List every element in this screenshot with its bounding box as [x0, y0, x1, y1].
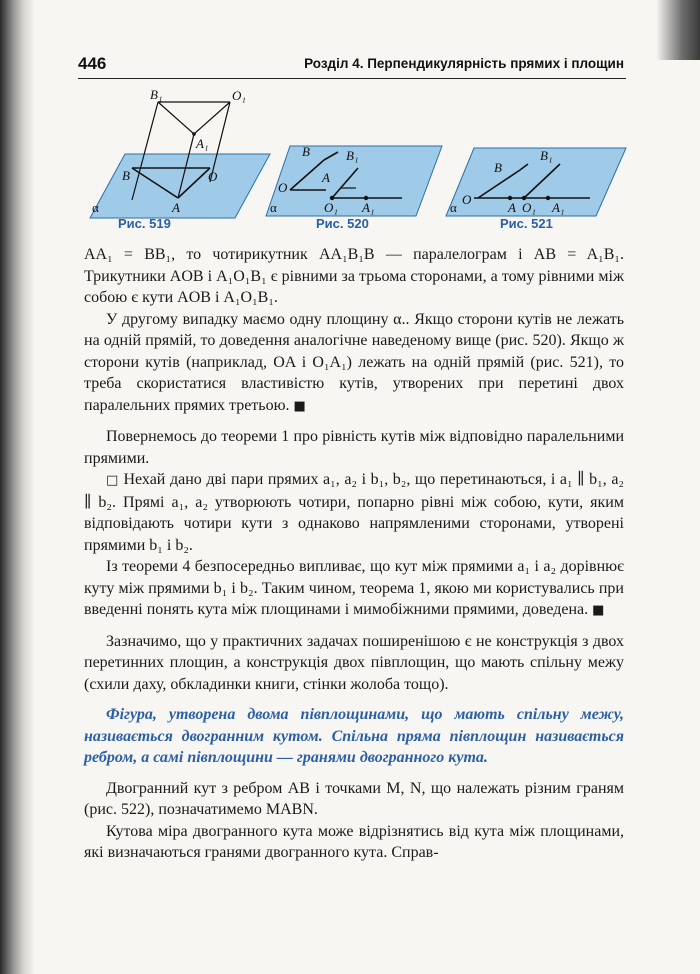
label-b-520: B	[302, 144, 310, 159]
label-o1-521: O₁	[522, 200, 536, 215]
paragraph-6: Зазначимо, що у практичних задачах поширенішою є не конструкція з двох перетинних площин, а конструкція двох півплощин, що мають спільну межу (схили даху, обкладинки книги, стінки жолоба тощо).	[84, 632, 624, 693]
label-o1-520: O₁	[324, 200, 338, 215]
label-a1-520: A₁	[362, 200, 375, 215]
paragraph-5: Із теореми 4 безпосередньо випливає, що кут між прямими a₁ і a₂ дорівнює куту між прямими b₁ і b₂. Таким чином, теорема 1, якою ми користувались при введенні понять кута між площинами і мимобіжними прямими, доведена. ■	[84, 558, 624, 618]
label-o1-519: O₁	[232, 88, 246, 103]
label-a1-519: A₁	[196, 136, 209, 151]
start-of-proof-mark: □	[106, 473, 119, 488]
page-header	[78, 54, 626, 79]
caption-520: Рис. 520	[316, 216, 369, 231]
caption-521: Рис. 521	[500, 216, 553, 231]
label-b-521: B	[494, 160, 502, 175]
body-text	[84, 244, 624, 864]
end-of-proof-mark: ■	[293, 398, 306, 414]
label-b1-520: B₁	[346, 148, 359, 163]
label-alpha-520: α	[270, 200, 277, 215]
end-of-proof-mark-2: ■	[592, 603, 605, 618]
label-alpha-521: α	[450, 200, 457, 215]
caption-519: Рис. 519	[118, 216, 171, 231]
label-a-520: A	[322, 170, 330, 185]
section-title: Розділ 4. Перпендикулярність прямих і площин	[304, 56, 624, 71]
paragraph-1: AA₁ = BB₁, то чотирикутник AA₁B₁B — паралелограм і AB = A₁B₁. Трикутники AOB і A₁O₁B₁ є рівними за трьома сторонами, а тому рівними між собою є кути AOB і A₁O₁B₁.	[84, 246, 624, 306]
paragraph-4: □ Нехай дано дві пари прямих a₁, a₂ і b₁, b₂, що перетинаються, і a₁ ∥ b₁, a₂ ∥ b₂. Прямі a₁, a₂ утворюють чотири, попарно рівні між собою, кути, яким відповідають чотири кути з однаково напрямленими сторонами, утворені прямими b₁ і b₂.	[84, 471, 624, 554]
label-a-521: A	[508, 200, 516, 215]
plane-alpha-519	[90, 154, 270, 218]
label-b-519: B	[122, 168, 130, 183]
paragraph-2: У другому випадку маємо одну площину α.. Якщо сторони кутів не лежать на одній прямій, то доведення аналогічне наведеному вище (рис. 520). Якщо ж сторони кутів (наприклад, OA і O₁A₁) лежать на одній прямій (рис. 521), то треба скористатися властивістю кутів, утворених при перетині двох паралельних прямих третьою. ■	[84, 310, 624, 414]
label-o-521: O	[462, 192, 472, 207]
plane-alpha-521	[446, 148, 626, 216]
figures-row	[70, 88, 630, 242]
figure-520	[266, 144, 442, 216]
label-a1-521: A₁	[552, 200, 565, 215]
paragraph-8: Двогранний кут з ребром AB і точками M, N, що належать різним граням (рис. 522), позначатимемо MABN.	[84, 779, 624, 818]
figure-521	[446, 148, 626, 216]
page-number: 446	[78, 54, 107, 73]
label-o-519: O	[208, 169, 218, 184]
label-a-519: A	[172, 200, 180, 215]
label-b1-519: B₁	[150, 88, 163, 102]
label-alpha-519: α	[92, 200, 99, 215]
page-corner-shadow	[656, 0, 700, 60]
paragraph-9: Кутова міра двогранного кута може відрізнятись від кута між площинами, які визначаються гранями двогранного кута. Справ-	[84, 822, 624, 861]
label-b1-521: B₁	[540, 148, 553, 163]
paragraph-3: Повернемось до теореми 1 про рівність кутів між відповідно паралельними прямими.	[84, 428, 624, 467]
book-gutter-shadow	[0, 0, 34, 974]
definition-dihedral-angle: Фігура, утворена двома півплощинами, що мають спільну межу, називається двогранним кутом. Спільна пряма півплощин називається ребром, а самі півплощини — гранями двогранного кута.	[84, 706, 624, 766]
figure-519	[90, 88, 270, 218]
label-o-520: O	[278, 180, 288, 195]
